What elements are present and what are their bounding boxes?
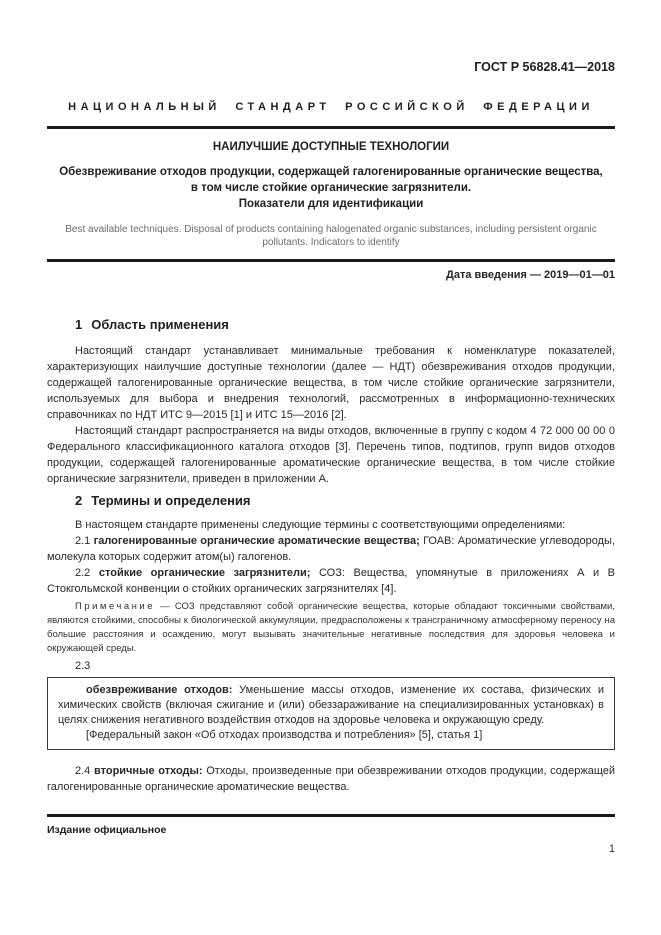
- term-2-4: [47, 763, 615, 795]
- section-1-paragraph-1: Настоящий стандарт устанавливает минимальные требования к номенклатуре показателей, характеризующих наилучшие доступные технологии (далее — НДТ) обезвреживания отходов продукции, содержащей галогенированные органические вещества, в том числе стойкие органические загрязнители, используемых для выбора и внедрения технологий, рассмотренных в информационно-технических справочниках по НДТ ИТС 9—2015 [1] и ИТС 15—2016 [2].: [47, 345, 615, 421]
- section-2-title: Термины и определения: [91, 493, 251, 508]
- doc-number: ГОСТ Р 56828.41—2018: [474, 60, 615, 74]
- section-1-number: 1: [75, 317, 83, 332]
- title-subtitle-line-2: в том числе стойкие органические загрязнители.: [190, 182, 472, 194]
- effective-date: Дата введения — 2019—01—01: [446, 269, 615, 281]
- section-1-heading: [47, 317, 615, 332]
- section-2-intro: В настоящем стандарте применены следующие термины с соответствующими определениями:: [75, 519, 566, 531]
- term-2-1: [47, 533, 615, 565]
- national-standard-banner: НАЦИОНАЛЬНЫЙ СТАНДАРТ РОССИЙСКОЙ ФЕДЕРАЦИИ: [68, 101, 594, 113]
- term-2-1-name: галогенированные органические ароматические вещества;: [93, 535, 420, 547]
- term-2-2-definition: СОЗ: Вещества, упомянутые в приложениях А и В Стокгольмской конвенции о стойких органических загрязнителях [4].: [47, 567, 616, 595]
- footer-rule: [47, 814, 615, 817]
- intro-rule: [47, 259, 615, 262]
- title-main: НАИЛУЧШИЕ ДОСТУПНЫЕ ТЕХНОЛОГИИ: [212, 141, 450, 153]
- header-rule: [47, 126, 615, 129]
- term-2-3-number: 2.3: [75, 660, 91, 672]
- term-2-1-definition: ГОАВ: Ароматические углеводороды, молекула которых содержит атом(ы) галогенов.: [47, 535, 616, 563]
- title-english: Best available techniques. Disposal of products containing halogenated organic substances, including persistent organic pollutants. Indicators to identify: [65, 224, 597, 248]
- term-2-1-number: 2.1: [75, 535, 91, 547]
- title-subtitle: [47, 164, 615, 212]
- term-2-2: [47, 565, 615, 597]
- section-1-title: Область применения: [91, 317, 229, 332]
- term-2-2-name: стойкие органические загрязнители;: [98, 567, 311, 579]
- section-2-number: 2: [75, 493, 83, 508]
- note-paragraph: [47, 600, 615, 656]
- title-subtitle-line-1: Обезвреживание отходов продукции, содержащей галогенированные органические вещества,: [59, 166, 603, 178]
- page-footer: [47, 814, 615, 855]
- section-2-heading: [47, 493, 615, 508]
- section-1-paragraph-2: Настоящий стандарт распространяется на виды отходов, включенные в группу с кодом 4 72 000 00 00 0 Федерального классификационного каталога отходов [3]. Перечень типов, подтипов, групп видов отходов продукции, содержащей галогенированные ароматические органические вещества, в том числе стойкие органические загрязнители, приведен в приложении А.: [47, 425, 615, 485]
- title-subtitle-line-3: Показатели для идентификации: [238, 198, 424, 210]
- term-2-3-definition: [58, 683, 604, 728]
- definition-box: [47, 677, 615, 750]
- term-2-2-number: 2.2: [75, 567, 91, 579]
- note-label: Примечание: [75, 601, 155, 612]
- term-2-4-definition: Отходы, произведенные при обезвреживании отходов продукции, содержащей галогенированные органические ароматические вещества.: [47, 765, 616, 793]
- note-text: — СОЗ представляют собой органические вещества, которые обладают токсичными свойствами, являются стойкими, способны к биологической аккумуляции, предрасположены к трансграничному атмосферному переносу на большие расстояния и осаждению, могут вызывать значительные негативные последствия для здоровья человека и окружающей среды.: [47, 601, 616, 654]
- page-number: 1: [608, 842, 615, 855]
- term-2-3-name: обезвреживание отходов:: [86, 684, 233, 696]
- term-2-4-number: 2.4: [75, 765, 91, 777]
- term-2-3-source: [Федеральный закон «Об отходах производства и потребления» [5], статья 1]: [86, 729, 483, 741]
- term-2-4-name: вторичные отходы:: [93, 765, 203, 777]
- term-2-3-definition-text: Уменьшение массы отходов, изменение их состава, физических и химических свойств (включая сжигание и (или) обеззараживание на специализированных установках) в целях снижения негативного воздействия отходов на здоровье человека и окружающую среду.: [58, 684, 604, 726]
- edition-note: Издание официальное: [47, 823, 167, 836]
